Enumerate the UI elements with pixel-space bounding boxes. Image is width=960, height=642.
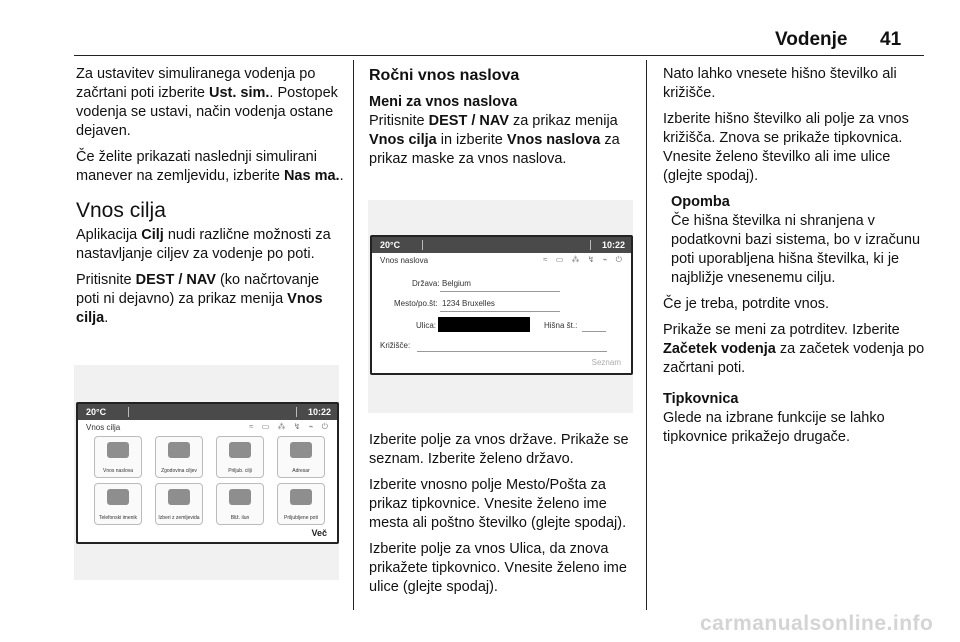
- tile-address-entry[interactable]: Vnos naslova: [94, 436, 142, 478]
- tile-contacts[interactable]: Adresar: [277, 436, 325, 478]
- paragraph-city: Izberite vnosno polje Mesto/Pošta za prikaz tipkovnice. Vnesite želeno ime mesta ali poštno številko (glejte spodaj).: [369, 477, 627, 531]
- city-field[interactable]: 1234 Bruxelles: [442, 299, 495, 308]
- country-underline: [440, 291, 560, 292]
- column-2-lower: [369, 431, 637, 604]
- screen-destination-menu: [76, 402, 339, 544]
- paragraph-keyboard: Glede na izbrane funkcije se lahko tipkovnice prikažejo drugače.: [663, 410, 885, 445]
- paragraph-press-dest: Pritisnite DEST / NAV (ko načrtovanje poti ni dejavno) za prikaz menija Vnos cilja.: [76, 272, 323, 326]
- page-number: 41: [880, 29, 902, 50]
- temperature-label: 20°C: [86, 407, 107, 417]
- paragraph-confirm: Če je treba, potrdite vnos.: [663, 296, 830, 312]
- column-divider-1: [353, 60, 354, 610]
- tile-poi[interactable]: Bliž. ilun: [216, 483, 264, 525]
- poi-icon: [229, 489, 251, 505]
- tile-map-select[interactable]: Izberi z zemljevida: [155, 483, 203, 525]
- crossing-field[interactable]: [417, 351, 607, 352]
- house-number-field[interactable]: [582, 331, 606, 332]
- column-1: [76, 65, 344, 335]
- paragraph-open-address-mask: Pritisnite DEST / NAV za prikaz menija Vnos cilja in izberite Vnos naslova za prikaz maske za vnos naslova.: [369, 113, 620, 167]
- street-field[interactable]: [438, 317, 530, 332]
- screen-address-entry: [370, 235, 633, 375]
- more-button[interactable]: Več: [311, 528, 327, 538]
- note-text: Če hišna številka ni shranjena v podatkovni bazi sistema, bo v izračunu poti uporabljena hišna številka, ki je najbližje vnesenemu cilju.: [671, 213, 921, 286]
- column-divider-2: [646, 60, 647, 610]
- status-icons: ≈ ▭ ⁂ ↯ ⌁ ⏻: [543, 255, 625, 264]
- tile-history[interactable]: Zgodovina ciljev: [155, 436, 203, 478]
- section-heading-manual-address: Ročni vnos naslova: [369, 67, 520, 84]
- routes-icon: [290, 489, 312, 505]
- watermark: carmanualsonline.info: [700, 612, 934, 635]
- favorites-icon: [229, 442, 251, 458]
- country-label: Država:: [412, 279, 440, 288]
- column-3: [663, 65, 929, 454]
- paragraph-house-number: Nato lahko vnesete hišno številko ali križišče.: [663, 66, 897, 101]
- map-select-icon: [168, 489, 190, 505]
- screen-status-bar: [78, 404, 337, 420]
- figure-address-entry: [368, 200, 633, 413]
- screen-title: Vnos cilja: [86, 423, 121, 432]
- history-icon: [168, 442, 190, 458]
- paragraph-start-guidance: Prikaže se meni za potrditev. Izberite Začetek vodenja za začetek vodenja po začrtani poti.: [663, 322, 925, 376]
- figure-destination-menu: [74, 365, 339, 580]
- paragraph-country: Izberite polje za vnos države. Prikaže se seznam. Izberite želeno državo.: [369, 432, 629, 467]
- clock-label: 10:22: [601, 240, 625, 250]
- contacts-icon: [290, 442, 312, 458]
- subheading-address-menu: Meni za vnos naslova: [369, 94, 518, 110]
- screen-title: Vnos naslova: [380, 256, 429, 265]
- paragraph-street: Izberite polje za vnos Ulica, da znova prikažete tipkovnico. Vnesite želeno ime ulice (glejte spodaj).: [369, 541, 627, 595]
- crossing-label: Križišče:: [380, 341, 411, 350]
- status-icons: ≈ ▭ ⁂ ↯ ⌁ ⏻: [249, 422, 331, 431]
- phonebook-icon: [107, 489, 129, 505]
- paragraph-select-field: Izberite hišno številko ali polje za vnos križišča. Znova se prikaže tipkovnica. Vnesite želeno številko ali ime ulice (glejte spodaj).: [663, 111, 909, 184]
- column-2: [369, 65, 637, 176]
- city-underline: [440, 311, 560, 312]
- note-heading: Opomba: [671, 194, 730, 210]
- list-button[interactable]: Seznam: [591, 358, 621, 367]
- subheading-keyboard: Tipkovnica: [663, 391, 739, 407]
- street-label: Ulica:: [416, 321, 437, 330]
- paragraph-destination-app: Aplikacija Cilj nudi različne možnosti za nastavljanje ciljev za vodenje po poti.: [76, 227, 331, 262]
- tile-phonebook[interactable]: Telefonski imenik: [94, 483, 142, 525]
- header-rule: [74, 55, 924, 56]
- tile-routes[interactable]: Priljubljene poti: [277, 483, 325, 525]
- city-label: Mesto/po.št:: [394, 299, 438, 308]
- house-number-label: Hišna št.:: [544, 321, 578, 330]
- note-block: [671, 193, 929, 288]
- section-heading-destination: Vnos cilja: [76, 199, 166, 222]
- temperature-label: 20°C: [380, 240, 401, 250]
- tile-favorites[interactable]: Priljub. cilji: [216, 436, 264, 478]
- paragraph-next-maneuver: Če želite prikazati naslednji simulirani manever na zemljevidu, izberite Nas ma..: [76, 149, 344, 184]
- address-entry-icon: [107, 442, 129, 458]
- screen-status-bar: [372, 237, 631, 253]
- clock-label: 10:22: [307, 407, 331, 417]
- country-field[interactable]: Belgium: [442, 279, 471, 288]
- page-header-title: Vodenje: [775, 29, 848, 50]
- paragraph-simulation-stop: Za ustavitev simuliranega vodenja po začrtani poti izberite Ust. sim.. Postopek vodenja se ustavi, način vodenja ostane dejaven.: [76, 66, 338, 139]
